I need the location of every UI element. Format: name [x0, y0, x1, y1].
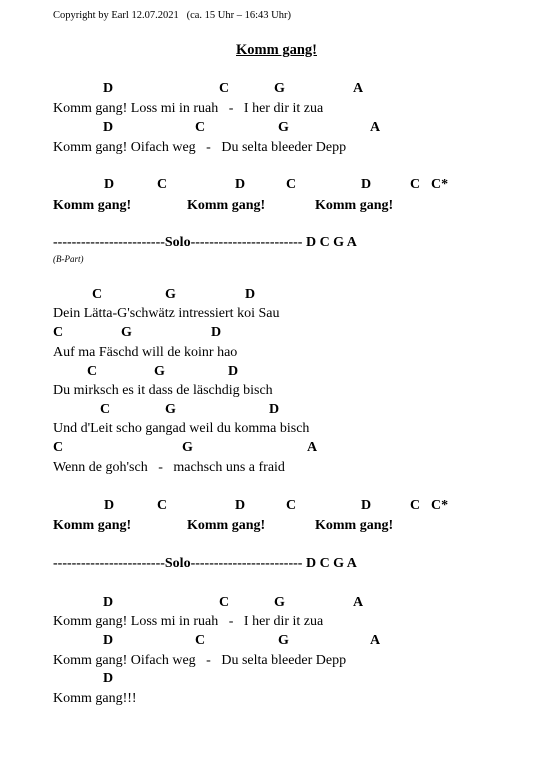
- refrain-part: Komm gang!: [315, 198, 394, 213]
- chord: C: [195, 120, 206, 135]
- chord: G: [154, 364, 165, 379]
- chord: C*: [431, 498, 449, 513]
- refrain-part: Komm gang!: [315, 518, 394, 533]
- chord: D: [103, 120, 114, 135]
- chord: C: [219, 595, 230, 610]
- song-title: Komm gang!: [236, 42, 317, 58]
- chord: D: [104, 177, 115, 192]
- chord: C: [100, 402, 111, 417]
- chord: G: [165, 402, 176, 417]
- lyric-line: Komm gang!!!: [53, 691, 137, 706]
- chord: D: [235, 177, 246, 192]
- chord: C: [92, 287, 103, 302]
- chord: D: [361, 177, 372, 192]
- chord: C: [157, 177, 168, 192]
- lyric-line: Du mirksch es it dass de läschdig bisch: [53, 383, 273, 398]
- chord: A: [370, 633, 381, 648]
- chord: G: [274, 81, 285, 96]
- chord: C: [219, 81, 230, 96]
- lyric-line: Wenn de goh'sch - machsch uns a fraid: [53, 460, 285, 475]
- chord: C: [157, 498, 168, 513]
- chord: A: [307, 440, 318, 455]
- chord: C: [286, 498, 297, 513]
- chord: D: [235, 498, 246, 513]
- lyric-line: Komm gang! Oifach weg - Du selta bleeder Depp: [53, 653, 347, 668]
- refrain-part: Komm gang!: [53, 518, 132, 533]
- chord: D: [361, 498, 372, 513]
- chord: G: [278, 120, 289, 135]
- refrain-part: Komm gang!: [187, 518, 266, 533]
- lyric-line: Und d'Leit scho gangad weil du komma bisch: [53, 421, 310, 436]
- lyric-line: Komm gang! Loss mi in ruah - I her dir it zua: [53, 614, 324, 629]
- solo-line: ------------------------Solo------------------------ D C G A: [53, 235, 357, 250]
- chord: C: [286, 177, 297, 192]
- chord: D: [269, 402, 280, 417]
- lyric-line: Auf ma Fäschd will de koinr hao: [53, 345, 238, 360]
- chord: G: [278, 633, 289, 648]
- chord: D: [228, 364, 239, 379]
- chord: C: [53, 440, 64, 455]
- chord: D: [245, 287, 256, 302]
- copyright-line: Copyright by Earl 12.07.2021 (ca. 15 Uhr – 16:43 Uhr): [53, 10, 291, 21]
- chord: G: [182, 440, 193, 455]
- chord: D: [103, 81, 114, 96]
- chord: G: [165, 287, 176, 302]
- chord: G: [121, 325, 132, 340]
- chord: C: [87, 364, 98, 379]
- refrain-part: Komm gang!: [187, 198, 266, 213]
- chord: G: [274, 595, 285, 610]
- chord: C: [410, 498, 421, 513]
- chord: A: [370, 120, 381, 135]
- chord: A: [353, 595, 364, 610]
- refrain-part: Komm gang!: [53, 198, 132, 213]
- chord: D: [104, 498, 115, 513]
- lyric-line: Komm gang! Oifach weg - Du selta bleeder Depp: [53, 140, 347, 155]
- chord: C*: [431, 177, 449, 192]
- solo-line: ------------------------Solo------------------------ D C G A: [53, 556, 357, 571]
- chord: C: [195, 633, 206, 648]
- chord: D: [103, 595, 114, 610]
- chord: D: [103, 671, 114, 686]
- chord: C: [410, 177, 421, 192]
- b-part-label: (B-Part): [53, 254, 84, 264]
- chord: C: [53, 325, 64, 340]
- chord: D: [211, 325, 222, 340]
- lyric-line: Komm gang! Loss mi in ruah - I her dir it zua: [53, 101, 324, 116]
- chord: D: [103, 633, 114, 648]
- chord: A: [353, 81, 364, 96]
- lyric-line: Dein Lätta-G'schwätz intressiert koi Sau: [53, 306, 280, 321]
